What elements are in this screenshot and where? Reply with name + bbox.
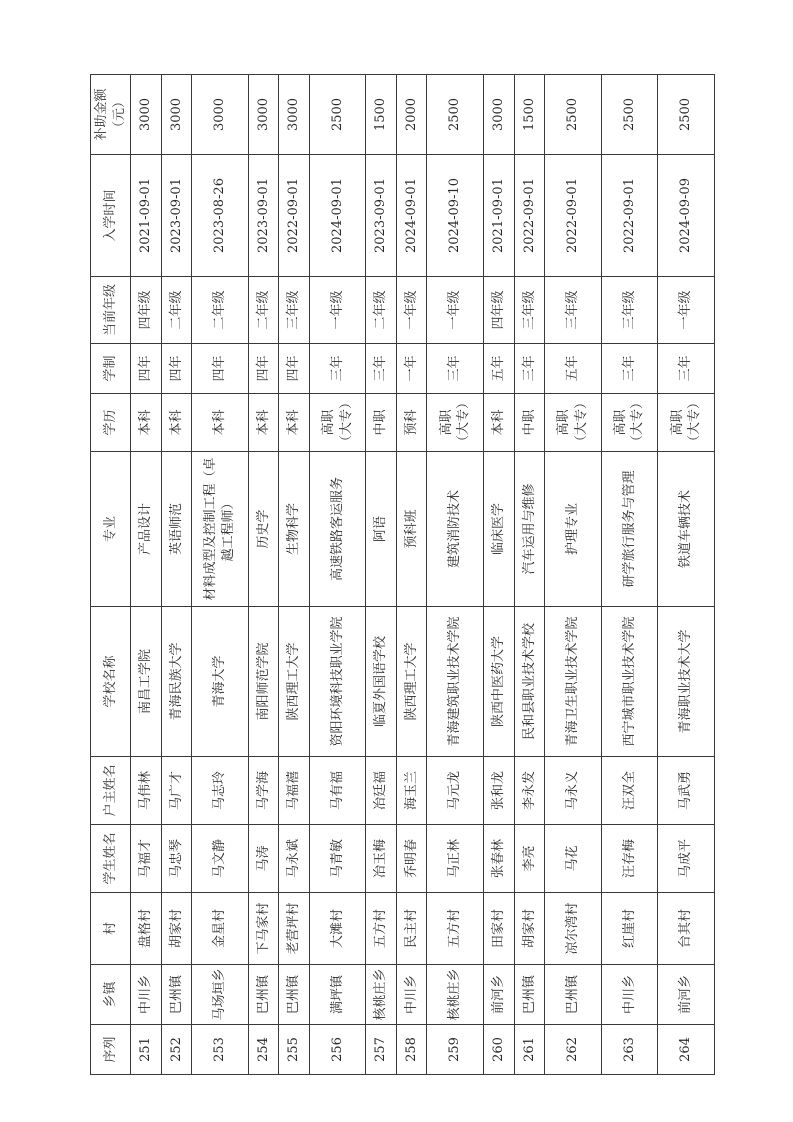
cell-village: 胡家村 (514, 893, 545, 965)
cell-householder-name: 冶廷福 (366, 757, 397, 825)
cell-householder-name: 马广才 (161, 757, 192, 825)
cell-enroll-date: 2022-09-01 (545, 155, 602, 277)
cell-index: 259 (427, 1025, 484, 1075)
cell-student-name: 马正林 (427, 825, 484, 893)
cell-major: 护理专业 (545, 452, 602, 607)
cell-duration: 五年 (484, 344, 515, 394)
cell-subsidy: 2500 (601, 75, 658, 155)
cell-enroll-date: 2024-09-01 (309, 155, 366, 277)
cell-index: 258 (396, 1025, 427, 1075)
cell-student-name: 汪存梅 (601, 825, 658, 893)
cell-index: 262 (545, 1025, 602, 1075)
cell-education: 中职 (514, 394, 545, 452)
cell-village: 台其村 (658, 893, 715, 965)
header-row (91, 75, 131, 1075)
cell-education: 本科 (248, 394, 279, 452)
cell-enroll-date: 2023-09-01 (366, 155, 397, 277)
cell-subsidy: 1500 (366, 75, 397, 155)
cell-student-name: 马成平 (658, 825, 715, 893)
cell-education: 本科 (131, 394, 162, 452)
cell-grade: 二年级 (366, 277, 397, 344)
cell-town: 前河乡 (658, 965, 715, 1025)
cell-major: 临床医学 (484, 452, 515, 607)
cell-village: 下马家村 (248, 893, 279, 965)
table-row (131, 75, 162, 1075)
cell-duration: 四年 (192, 344, 249, 394)
cell-town: 满坪镇 (309, 965, 366, 1025)
cell-duration: 五年 (545, 344, 602, 394)
table-row (427, 75, 484, 1075)
cell-town: 中川乡 (131, 965, 162, 1025)
cell-enroll-date: 2024-09-09 (658, 155, 715, 277)
cell-student-name: 乔明春 (396, 825, 427, 893)
cell-school: 临夏外国语学校 (366, 607, 397, 757)
cell-education: 高职 （大专） (658, 394, 715, 452)
cell-grade: 一年级 (658, 277, 715, 344)
cell-major: 产品设计 (131, 452, 162, 607)
cell-enroll-date: 2022-09-01 (514, 155, 545, 277)
header-student-name: 学生姓名 (91, 825, 131, 893)
cell-town: 巴州镇 (161, 965, 192, 1025)
cell-major: 预科班 (396, 452, 427, 607)
cell-student-name: 马福才 (131, 825, 162, 893)
cell-index: 255 (279, 1025, 310, 1075)
table-row (658, 75, 715, 1075)
table-row (161, 75, 192, 1075)
cell-school: 青海卫生职业技术学院 (545, 607, 602, 757)
cell-school: 陕西中医药大学 (484, 607, 515, 757)
cell-subsidy: 3000 (248, 75, 279, 155)
table-row (396, 75, 427, 1075)
cell-education: 高职 （大专） (309, 394, 366, 452)
cell-village: 凉尔湾村 (545, 893, 602, 965)
cell-village: 盘格村 (131, 893, 162, 965)
cell-student-name: 李亮 (514, 825, 545, 893)
cell-major: 汽车运用与维修 (514, 452, 545, 607)
cell-major: 建筑消防技术 (427, 452, 484, 607)
cell-subsidy: 2500 (427, 75, 484, 155)
cell-index: 263 (601, 1025, 658, 1075)
cell-school: 西宁城市职业技术学院 (601, 607, 658, 757)
cell-education: 预科 (396, 394, 427, 452)
cell-student-name: 马涛 (248, 825, 279, 893)
header-duration: 学制 (91, 344, 131, 394)
header-subsidy: 补助金额 （元） (91, 75, 131, 155)
cell-index: 253 (192, 1025, 249, 1075)
cell-subsidy: 3000 (484, 75, 515, 155)
cell-school: 青海民族大学 (161, 607, 192, 757)
cell-grade: 三年级 (514, 277, 545, 344)
cell-major: 铁道车辆技术 (658, 452, 715, 607)
cell-school: 青海建筑职业技术学院 (427, 607, 484, 757)
cell-grade: 一年级 (427, 277, 484, 344)
cell-householder-name: 马学海 (248, 757, 279, 825)
cell-student-name: 马文静 (192, 825, 249, 893)
cell-householder-name: 马伟林 (131, 757, 162, 825)
cell-householder-name: 马志玲 (192, 757, 249, 825)
cell-town: 巴州镇 (545, 965, 602, 1025)
subsidy-table (90, 74, 715, 1075)
cell-town: 中川乡 (601, 965, 658, 1025)
cell-index: 264 (658, 1025, 715, 1075)
cell-grade: 二年级 (161, 277, 192, 344)
cell-student-name: 马忠琴 (161, 825, 192, 893)
cell-subsidy: 3000 (192, 75, 249, 155)
cell-village: 胡家村 (161, 893, 192, 965)
cell-education: 本科 (161, 394, 192, 452)
table-row (248, 75, 279, 1075)
header-enroll-date: 入学时间 (91, 155, 131, 277)
table-row (545, 75, 602, 1075)
table-row (484, 75, 515, 1075)
cell-major: 研学旅行服务与管理 (601, 452, 658, 607)
cell-index: 251 (131, 1025, 162, 1075)
table-body (131, 75, 715, 1075)
cell-school: 资阳环境科技职业学院 (309, 607, 366, 757)
cell-index: 254 (248, 1025, 279, 1075)
cell-enroll-date: 2021-09-01 (131, 155, 162, 277)
header-school: 学校名称 (91, 607, 131, 757)
cell-index: 261 (514, 1025, 545, 1075)
cell-education: 中职 (366, 394, 397, 452)
cell-village: 五方村 (427, 893, 484, 965)
cell-school: 青海职业技术大学 (658, 607, 715, 757)
cell-grade: 一年级 (396, 277, 427, 344)
cell-major: 高速铁路客运服务 (309, 452, 366, 607)
cell-householder-name: 李永发 (514, 757, 545, 825)
cell-duration: 三年 (309, 344, 366, 394)
cell-town: 核桃庄乡 (427, 965, 484, 1025)
cell-householder-name: 马元龙 (427, 757, 484, 825)
header-grade: 当前年级 (91, 277, 131, 344)
cell-grade: 四年级 (131, 277, 162, 344)
cell-duration: 四年 (131, 344, 162, 394)
cell-index: 260 (484, 1025, 515, 1075)
cell-grade: 一年级 (309, 277, 366, 344)
cell-education: 高职 （大专） (427, 394, 484, 452)
cell-index: 252 (161, 1025, 192, 1075)
cell-village: 田家村 (484, 893, 515, 965)
cell-householder-name: 马永义 (545, 757, 602, 825)
cell-householder-name: 马福禧 (279, 757, 310, 825)
cell-householder-name: 马武勇 (658, 757, 715, 825)
cell-village: 五方村 (366, 893, 397, 965)
cell-town: 前河乡 (484, 965, 515, 1025)
cell-school: 南阳师范学院 (248, 607, 279, 757)
header-village: 村 (91, 893, 131, 965)
cell-grade: 四年级 (484, 277, 515, 344)
cell-subsidy: 1500 (514, 75, 545, 155)
cell-householder-name: 海玉兰 (396, 757, 427, 825)
cell-education: 本科 (484, 394, 515, 452)
cell-duration: 三年 (514, 344, 545, 394)
cell-town: 巴州镇 (514, 965, 545, 1025)
cell-major: 材料成型及控制工程（卓越工程师） (192, 452, 249, 607)
cell-subsidy: 3000 (279, 75, 310, 155)
cell-grade: 二年级 (248, 277, 279, 344)
table-row (366, 75, 397, 1075)
cell-major: 生物科学 (279, 452, 310, 607)
cell-enroll-date: 2022-09-01 (601, 155, 658, 277)
cell-grade: 三年级 (545, 277, 602, 344)
cell-village: 金星村 (192, 893, 249, 965)
cell-town: 中川乡 (396, 965, 427, 1025)
header-town: 乡镇 (91, 965, 131, 1025)
cell-grade: 三年级 (601, 277, 658, 344)
cell-subsidy: 2000 (396, 75, 427, 155)
cell-student-name: 马花 (545, 825, 602, 893)
table-row (309, 75, 366, 1075)
table-row (601, 75, 658, 1075)
rotated-table-container (90, 75, 715, 1075)
cell-householder-name: 马有福 (309, 757, 366, 825)
cell-school: 南昌工学院 (131, 607, 162, 757)
cell-major: 阿语 (366, 452, 397, 607)
cell-village: 老营坪村 (279, 893, 310, 965)
cell-enroll-date: 2024-09-10 (427, 155, 484, 277)
cell-village: 红崖村 (601, 893, 658, 965)
cell-duration: 三年 (366, 344, 397, 394)
cell-duration: 一年 (396, 344, 427, 394)
cell-householder-name: 汪双全 (601, 757, 658, 825)
table-row (192, 75, 249, 1075)
cell-education: 高职 （大专） (545, 394, 602, 452)
cell-student-name: 马青敏 (309, 825, 366, 893)
cell-index: 256 (309, 1025, 366, 1075)
cell-enroll-date: 2023-09-01 (161, 155, 192, 277)
cell-subsidy: 2500 (545, 75, 602, 155)
cell-duration: 三年 (427, 344, 484, 394)
cell-enroll-date: 2023-09-01 (248, 155, 279, 277)
cell-major: 历史学 (248, 452, 279, 607)
cell-school: 陕西理工大学 (396, 607, 427, 757)
cell-duration: 四年 (248, 344, 279, 394)
cell-school: 青海大学 (192, 607, 249, 757)
cell-householder-name: 张和龙 (484, 757, 515, 825)
table-row (514, 75, 545, 1075)
cell-village: 民主村 (396, 893, 427, 965)
table-row (279, 75, 310, 1075)
cell-school: 民和县职业技术学校 (514, 607, 545, 757)
cell-duration: 三年 (658, 344, 715, 394)
cell-subsidy: 3000 (131, 75, 162, 155)
cell-duration: 三年 (601, 344, 658, 394)
header-index: 序列 (91, 1025, 131, 1075)
cell-index: 257 (366, 1025, 397, 1075)
cell-duration: 四年 (279, 344, 310, 394)
cell-enroll-date: 2022-09-01 (279, 155, 310, 277)
cell-education: 本科 (279, 394, 310, 452)
cell-major: 英语师范 (161, 452, 192, 607)
cell-town: 核桃庄乡 (366, 965, 397, 1025)
cell-education: 高职 （大专） (601, 394, 658, 452)
cell-school: 陕西理工大学 (279, 607, 310, 757)
cell-enroll-date: 2023-08-26 (192, 155, 249, 277)
cell-town: 巴州镇 (248, 965, 279, 1025)
cell-grade: 二年级 (192, 277, 249, 344)
cell-subsidy: 2500 (309, 75, 366, 155)
cell-subsidy: 2500 (658, 75, 715, 155)
cell-town: 巴州镇 (279, 965, 310, 1025)
cell-grade: 三年级 (279, 277, 310, 344)
cell-student-name: 张春林 (484, 825, 515, 893)
header-major: 专业 (91, 452, 131, 607)
cell-subsidy: 3000 (161, 75, 192, 155)
cell-village: 大滩村 (309, 893, 366, 965)
cell-student-name: 马永斌 (279, 825, 310, 893)
cell-enroll-date: 2021-09-01 (484, 155, 515, 277)
cell-student-name: 冶玉梅 (366, 825, 397, 893)
header-householder-name: 户主姓名 (91, 757, 131, 825)
cell-enroll-date: 2024-09-01 (396, 155, 427, 277)
cell-town: 马场垣乡 (192, 965, 249, 1025)
header-education: 学历 (91, 394, 131, 452)
cell-duration: 四年 (161, 344, 192, 394)
cell-education: 本科 (192, 394, 249, 452)
